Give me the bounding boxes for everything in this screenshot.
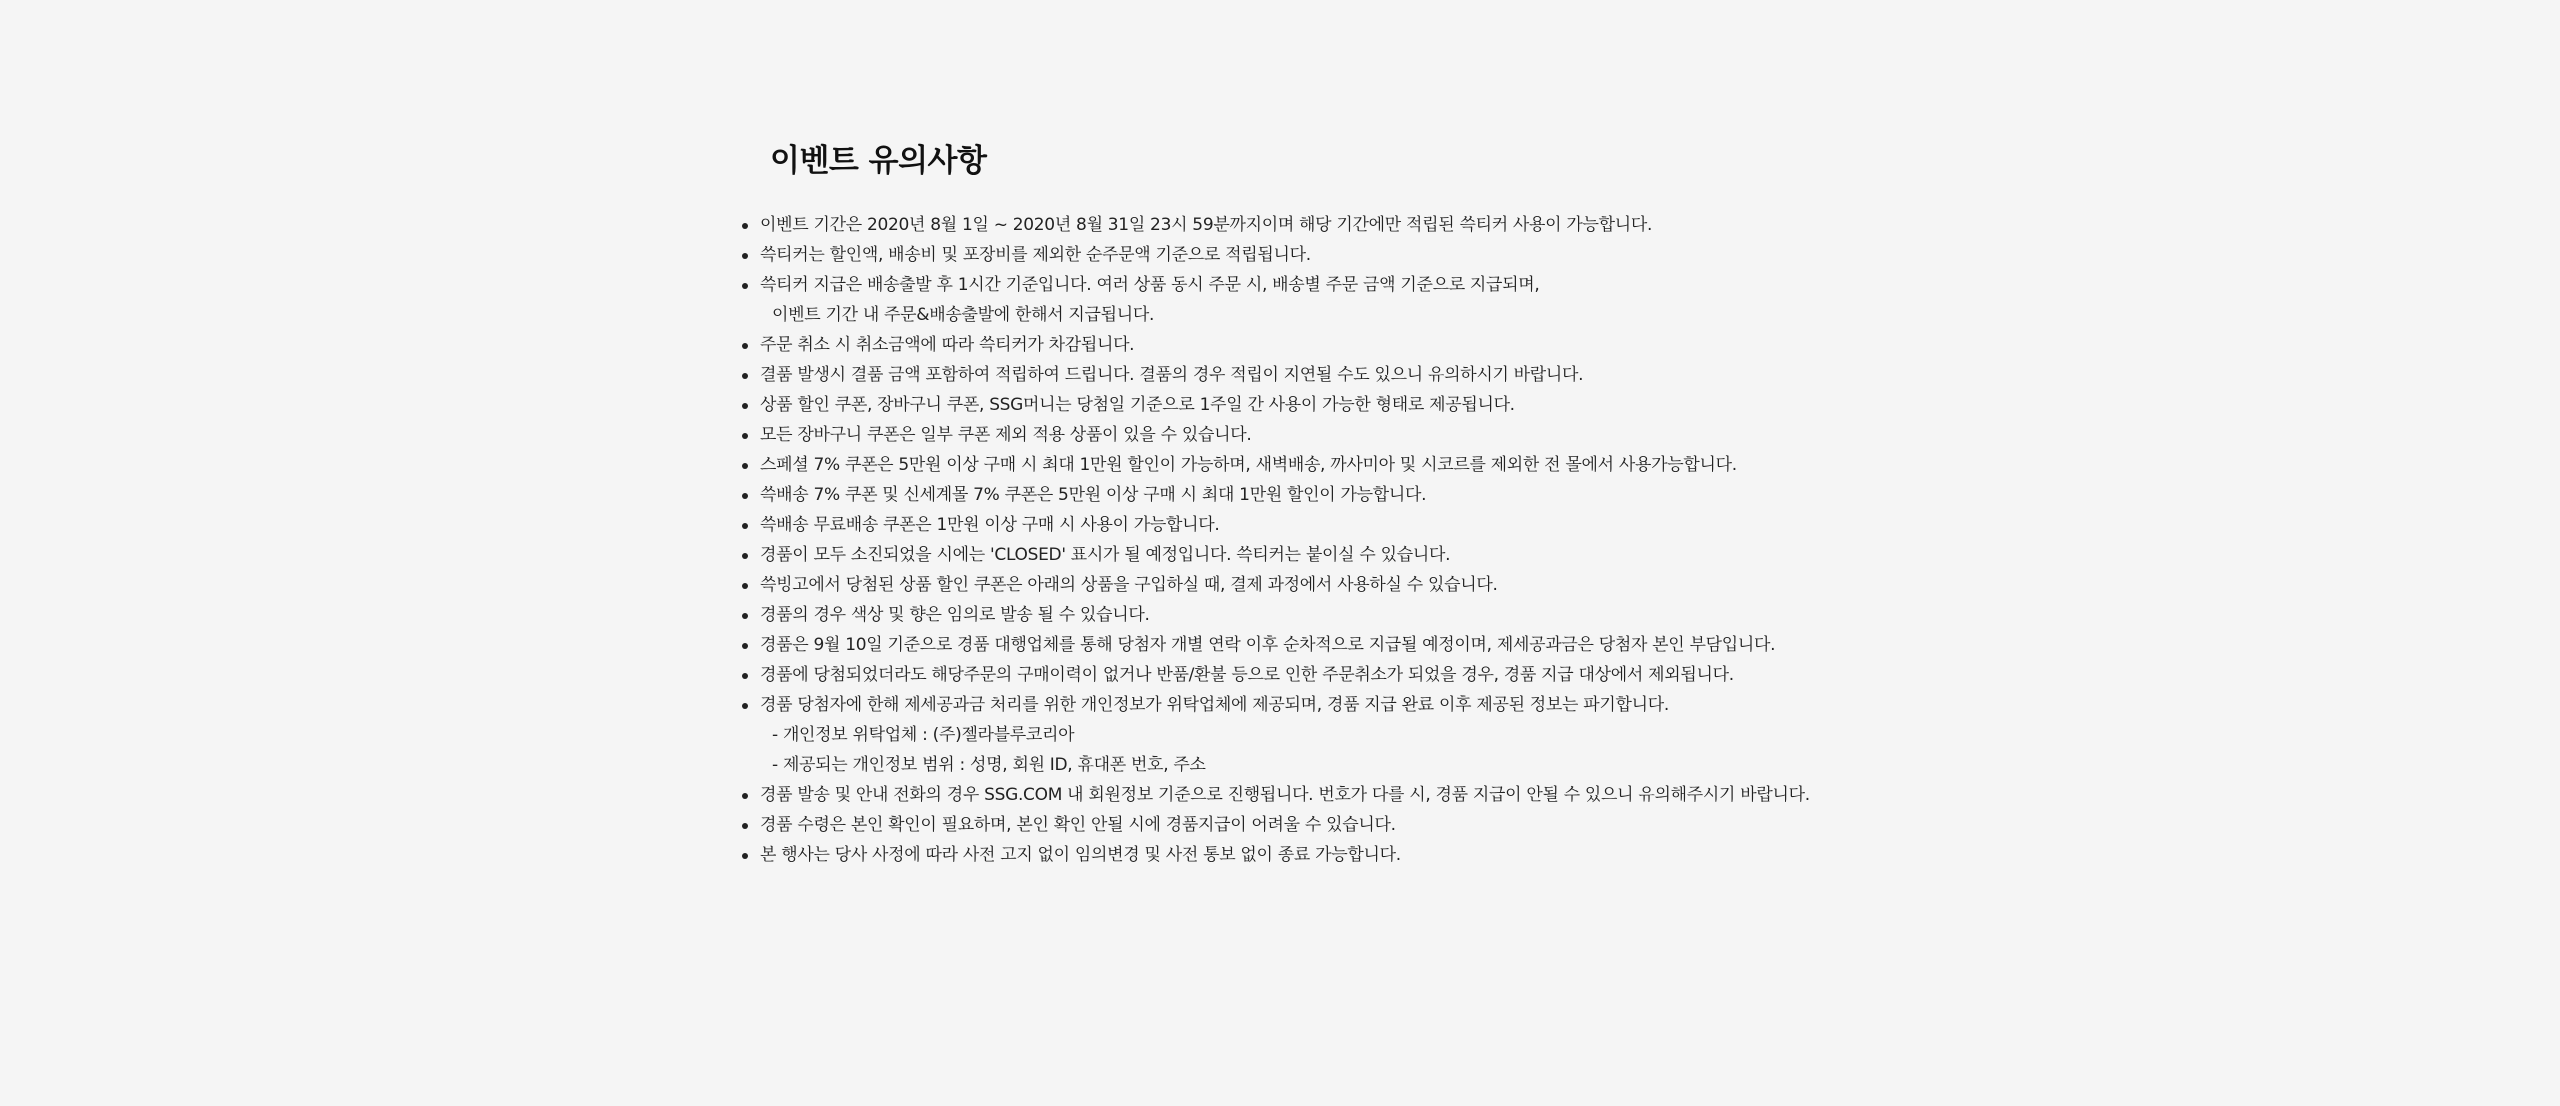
- notice-item: [740, 570, 1810, 600]
- bullet-icon: [742, 823, 748, 829]
- notice-item-text: 결품 발생시 결품 금액 포함하여 적립하여 드립니다. 결품의 경우 적립이 지연될 수도 있으니 유의하시기 바랍니다.: [760, 365, 1584, 385]
- notice-item: [740, 690, 1810, 720]
- notice-item: [740, 780, 1810, 810]
- notice-item: [740, 540, 1810, 570]
- notice-item: [740, 810, 1810, 840]
- notice-item-text: 주문 취소 시 취소금액에 따라 쓱티커가 차감됩니다.: [760, 335, 1135, 355]
- notice-item-continuation: [740, 300, 1810, 330]
- notice-item: [740, 330, 1810, 360]
- bullet-icon: [742, 793, 748, 799]
- bullet-icon: [742, 583, 748, 589]
- notice-item-text: 상품 할인 쿠폰, 장바구니 쿠폰, SSG머니는 당첨일 기준으로 1주일 간 사용이 가능한 형태로 제공됩니다.: [760, 395, 1515, 415]
- notice-item-text: 경품에 당첨되었더라도 해당주문의 구매이력이 없거나 반품/환불 등으로 인한 주문취소가 되었을 경우, 경품 지급 대상에서 제외됩니다.: [760, 665, 1734, 685]
- notice-item-text: 쓱티커는 할인액, 배송비 및 포장비를 제외한 순주문액 기준으로 적립됩니다.: [760, 245, 1311, 265]
- notice-item-text: 쓱배송 무료배송 쿠폰은 1만원 이상 구매 시 사용이 가능합니다.: [760, 515, 1220, 535]
- notice-item-text: 쓱티커 지급은 배송출발 후 1시간 기준입니다. 여러 상품 동시 주문 시, 배송별 주문 금액 기준으로 지급되며,: [760, 275, 1540, 295]
- notice-item: [740, 240, 1810, 270]
- bullet-icon: [742, 643, 748, 649]
- notice-item: [740, 450, 1810, 480]
- bullet-icon: [742, 613, 748, 619]
- bullet-icon: [742, 283, 748, 289]
- notice-item: [740, 510, 1810, 540]
- bullet-icon: [742, 523, 748, 529]
- notice-item-text: 경품 당첨자에 한해 제세공과금 처리를 위한 개인정보가 위탁업체에 제공되며, 경품 지급 완료 이후 제공된 정보는 파기합니다.: [760, 695, 1669, 715]
- notice-item-text: 경품 발송 및 안내 전화의 경우 SSG.COM 내 회원정보 기준으로 진행됩니다. 번호가 다를 시, 경품 지급이 안될 수 있으니 유의해주시기 바랍니다.: [760, 785, 1810, 805]
- notice-item: [740, 390, 1810, 420]
- notice-item-text: 쓱빙고에서 당첨된 상품 할인 쿠폰은 아래의 상품을 구입하실 때, 결제 과정에서 사용하실 수 있습니다.: [760, 575, 1498, 595]
- event-notice-section: [740, 130, 2540, 865]
- bullet-icon: [742, 343, 748, 349]
- bullet-icon: [742, 463, 748, 469]
- bullet-icon: [742, 493, 748, 499]
- bullet-icon: [742, 853, 748, 859]
- bullet-icon: [742, 673, 748, 679]
- notice-item-text: 이벤트 기간은 2020년 8월 1일 ~ 2020년 8월 31일 23시 59분까지이며 해당 기간에만 적립된 쓱티커 사용이 가능합니다.: [760, 215, 1653, 235]
- notice-item: [740, 480, 1810, 510]
- notice-item-text: 본 행사는 당사 사정에 따라 사전 고지 없이 임의변경 및 사전 통보 없이 종료 가능합니다.: [760, 845, 1401, 865]
- bullet-icon: [742, 373, 748, 379]
- notice-item-text: 모든 장바구니 쿠폰은 일부 쿠폰 제외 적용 상품이 있을 수 있습니다.: [760, 425, 1252, 445]
- notice-item: [740, 600, 1810, 630]
- notice-title: 이벤트 유의사항: [770, 143, 987, 179]
- notice-item-text: 경품이 모두 소진되었을 시에는 'CLOSED' 표시가 될 예정입니다. 쓱티커는 붙이실 수 있습니다.: [760, 545, 1451, 565]
- bullet-icon: [742, 223, 748, 229]
- notice-sub-item: [740, 750, 1810, 780]
- notice-item: [740, 360, 1810, 390]
- notice-item: [740, 840, 1810, 870]
- bullet-icon: [742, 433, 748, 439]
- bullet-icon: [742, 253, 748, 259]
- bullet-icon: [742, 703, 748, 709]
- notice-item: [740, 630, 1810, 660]
- notice-list: [740, 210, 1810, 870]
- notice-item: [740, 660, 1810, 690]
- notice-item: [740, 210, 1810, 240]
- notice-sub-item: [740, 720, 1810, 750]
- notice-item-text: 경품의 경우 색상 및 향은 임의로 발송 될 수 있습니다.: [760, 605, 1150, 625]
- notice-item-text: 쓱배송 7% 쿠폰 및 신세계몰 7% 쿠폰은 5만원 이상 구매 시 최대 1만원 할인이 가능합니다.: [760, 485, 1427, 505]
- notice-item-text: 경품 수령은 본인 확인이 필요하며, 본인 확인 안될 시에 경품지급이 어려울 수 있습니다.: [760, 815, 1396, 835]
- bullet-icon: [742, 553, 748, 559]
- notice-item-text: 경품은 9월 10일 기준으로 경품 대행업체를 통해 당첨자 개별 연락 이후 순차적으로 지급될 예정이며, 제세공과금은 당첨자 본인 부담입니다.: [760, 635, 1776, 655]
- notice-item: [740, 420, 1810, 450]
- notice-item-text: - 개인정보 위탁업체 : (주)젤라블루코리아: [772, 725, 1075, 745]
- notice-item-text: 이벤트 기간 내 주문&배송출발에 한해서 지급됩니다.: [772, 305, 1155, 325]
- notice-item: [740, 270, 1810, 300]
- bullet-icon: [742, 403, 748, 409]
- notice-item-text: - 제공되는 개인정보 범위 : 성명, 회원 ID, 휴대폰 번호, 주소: [772, 755, 1206, 775]
- notice-item-text: 스페셜 7% 쿠폰은 5만원 이상 구매 시 최대 1만원 할인이 가능하며, 새벽배송, 까사미아 및 시코르를 제외한 전 몰에서 사용가능합니다.: [760, 455, 1737, 475]
